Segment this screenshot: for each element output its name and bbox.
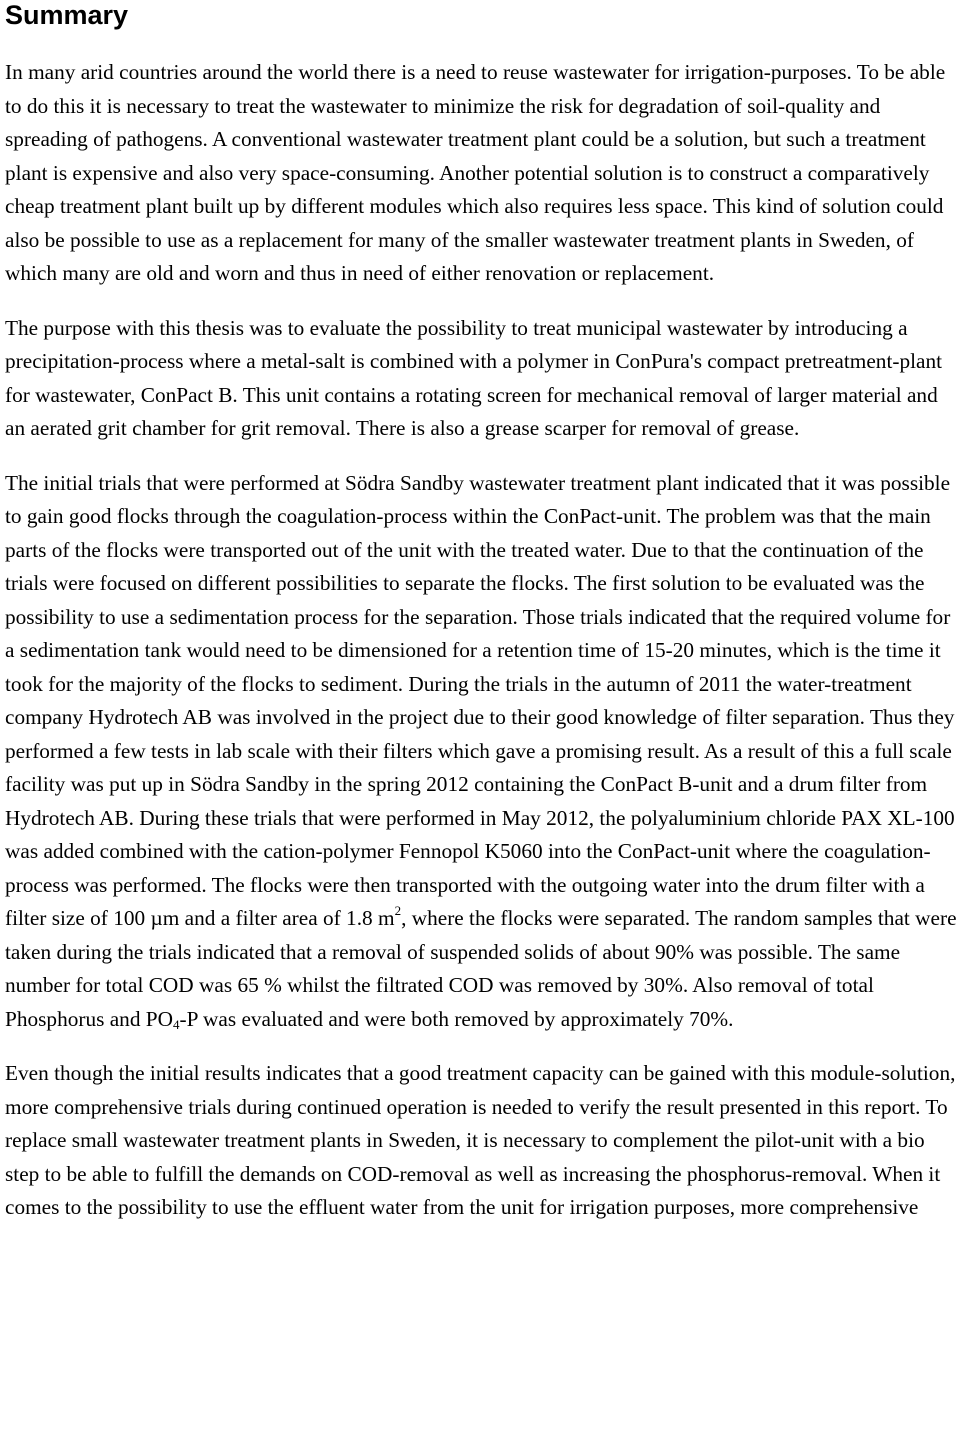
summary-heading: Summary bbox=[5, 0, 129, 30]
paragraph-conclusion: Even though the initial results indicates that a good treatment capacity can be gained with this module-solution, more comprehensive trials during continued operation is needed to verify the result presented in this report. To replace small wastewater treatment plants in Sweden, it is necessary to complement the pilot-unit with a bio step to be able to fulfill the demands on COD-removal as well as increasing the phosphorus-removal. When it comes to the possibility to use the effluent water from the unit for irrigation purposes, more comprehensive bbox=[5, 1061, 956, 1219]
paragraph-trials-text-1: The initial trials that were performed at Södra Sandby wastewater treatment plant indicated that it was possible to gain good flocks through the coagulation-process within the ConPact-unit. The problem was that the main parts of the flocks were transported out of the unit with the treated water. Due to that the continuation of the trials were focused on different possibilities to separate the flocks. The first solution to be evaluated was the possibility to use a sedimentation process for the separation. Those trials indicated that the required volume for a sedimentation tank would need to be dimensioned for a retention time of 15-20 minutes, which is the time it took for the majority of the flocks to sediment. During the trials in the autumn of 2011 the water-treatment company Hydrotech AB was involved in the project due to their good knowledge of filter separation. Thus they performed a few tests in lab scale with their filters which gave a promising result. As a result of this a full scale facility was put up in Södra Sandby in the spring 2012 containing the ConPact B-unit and a drum filter from Hydrotech AB. During these trials that were performed in May 2012, the polyaluminium chloride PAX XL-100 was added combined with the cation-polymer Fennopol K5060 into the ConPact-unit where the coagulation-process was performed. The flocks were then transported with the outgoing water into the drum filter with a filter size of 100 µm and a filter area of 1.8 m bbox=[5, 470, 955, 930]
document-page bbox=[5, 0, 960, 1225]
paragraph-background: In many arid countries around the world there is a need to reuse wastewater for irrigation-purposes. To be able to do this it is necessary to treat the wastewater to minimize the risk for degradation of soil-quality and spreading of pathogens. A conventional wastewater treatment plant could be a solution, but such a treatment plant is expensive and also very space-consuming. Another potential solution is to construct a comparatively cheap treatment plant built up by different modules which also requires less space. This kind of solution could also be possible to use as a replacement for many of the smaller wastewater treatment plants in Sweden, of which many are old and worn and thus in need of either renovation or replacement. bbox=[5, 60, 946, 285]
paragraph-trials bbox=[5, 467, 960, 1037]
paragraph-trials-text-2: , where the flocks were separated. The random samples that were taken during the trials indicated that a removal of suspended solids of about 90% was possible. The same number for total COD was 65 % whilst the filtrated COD was removed by 30%. Also removal of total Phosphorus and PO bbox=[5, 906, 957, 1031]
superscript-squared: 2 bbox=[394, 903, 402, 918]
subscript-four: 4 bbox=[173, 1016, 180, 1032]
paragraph-trials-text-3: -P was evaluated and were both removed by approximately 70%. bbox=[179, 1006, 734, 1031]
paragraph-purpose: The purpose with this thesis was to evaluate the possibility to treat municipal wastewater by introducing a precipitation-process where a metal-salt is combined with a polymer in ConPura's compact pretreatment-plant for wastewater, ConPact B. This unit contains a rotating screen for mechanical removal of larger material and an aerated grit chamber for grit removal. There is also a grease scarper for removal of grease. bbox=[5, 315, 943, 440]
